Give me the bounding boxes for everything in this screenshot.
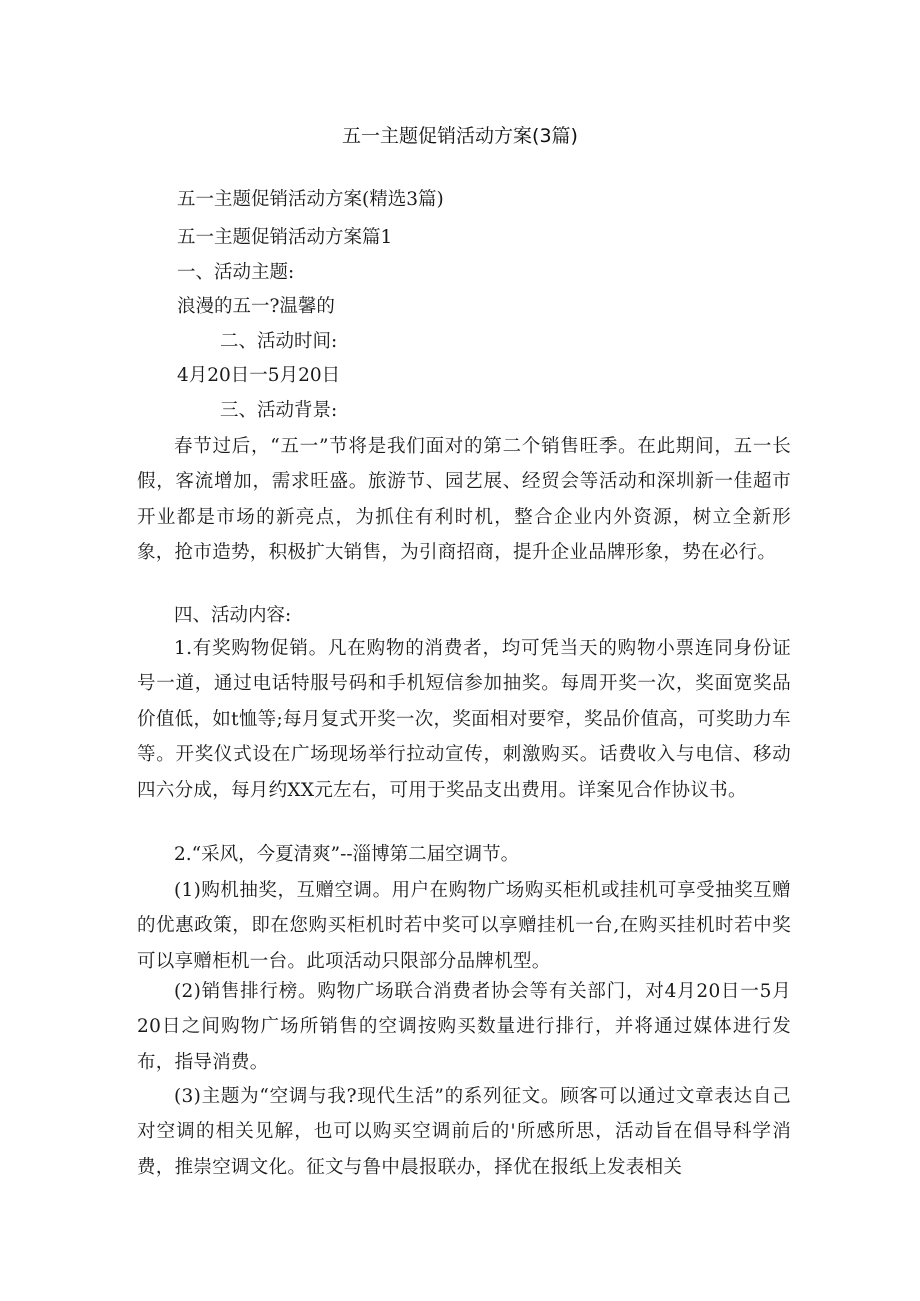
heading-content: 四、活动内容: (174, 605, 292, 626)
content-sub-3: (3)主题为“空调与我?现代生活”的系列征文。顾客可以通过文章表达自己对空调的相关见解，也可以购买空调前后的'所感所思，活动旨在倡导科学消费，推崇空调文化。征文与鲁中晨报联办，择优在报纸上发表相关 (137, 1086, 791, 1178)
content-sub-2: (2)销售排行榜。购物广场联合消费者协会等有关部门，对4月20日一5月20日之间购物广场所销售的空调按购买数量进行排行，并将通过媒体进行发布，指导消费。 (137, 981, 791, 1073)
theme-text: 浪漫的五一?温馨的 (177, 296, 335, 317)
heading-theme: 一、活动主题: (177, 262, 295, 283)
content-sub-1: (1)购机抽奖，互赠空调。用户在购物广场购买柜机或挂机可享受抽奖互赠的优惠政策，即在您购买柜机时若中奖可以享赠挂机一台,在购买挂机时若中奖可以享赠柜机一台。此项活动只限部分品牌机型。 (137, 880, 791, 972)
heading-time: 二、活动时间: (220, 331, 338, 352)
section-title-line: 五一主题促销活动方案篇1 (177, 227, 393, 248)
document-title: 五一主题促销活动方案(3篇) (342, 125, 578, 147)
content-item-1: 1.有奖购物促销。凡在购物的消费者，均可凭当天的购物小票连同身份证号一道，通过电话特服号码和手机短信参加抽奖。每周开奖一次，奖面宽奖品价值低，如t恤等;每月复式开奖一次，奖面相对要窄，奖品价值高，可奖助力车等。开奖仪式设在广场现场举行拉动宣传，刺激购买。话费收入与电信、移动四六分成，每月约XX元左右，可用于奖品支出费用。详案见合作协议书。 (137, 638, 791, 801)
heading-background: 三、活动背景: (220, 400, 338, 421)
background-paragraph: 春节过后，“五一”节将是我们面对的第二个销售旺季。在此期间，五一长假，客流增加，需求旺盛。旅游节、园艺展、经贸会等活动和深圳新一佳超市开业都是市场的新亮点，为抓住有利时机，整合企业内外资源，树立全新形象，抢市造势，积极扩大销售，为引商招商，提升企业品牌形象，势在必行。 (137, 436, 791, 564)
subtitle-line: 五一主题促销活动方案(精选3篇) (177, 189, 444, 210)
time-text: 4月20日一5月20日 (177, 365, 341, 386)
content-item-2: 2.“采风，今夏清爽”--淄博第二届空调节。 (174, 844, 520, 865)
